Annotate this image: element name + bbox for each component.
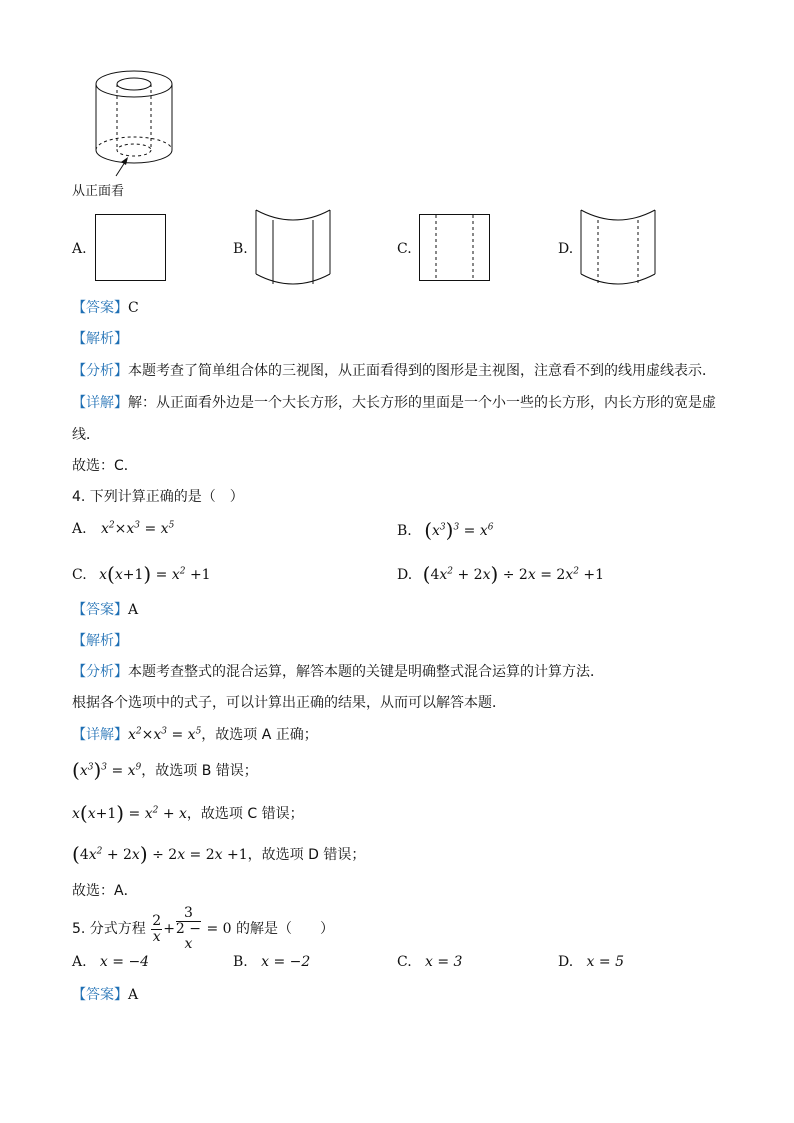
view-direction-caption: 从正面看: [72, 184, 125, 199]
q5-option-c: C. x = 3: [397, 954, 463, 970]
answer-tag: 【答案】: [72, 602, 128, 618]
q3-option-b-figure: [255, 208, 335, 288]
fraction-3-over-2-minus-x: 3 2 − x: [175, 905, 202, 952]
analysis-tag: 【分析】: [72, 363, 128, 379]
q4-option-c: C. $x(x+1) = x^2 +1$: [72, 562, 211, 586]
q3-detail: [72, 392, 716, 412]
detail-tag: 【详解】: [72, 727, 128, 743]
option-label: B.: [397, 523, 412, 539]
q3-detail-continued: 线．: [72, 427, 100, 443]
detail-text: 解：从正面看外边是一个大长方形，大长方形的里面是一个小一些的长方形，内长方形的宽是虚: [128, 395, 716, 411]
q3-option-c-label: C.: [397, 241, 412, 257]
answer-value: C: [128, 300, 139, 316]
q3-option-c-figure: [419, 214, 491, 282]
q4-answer: [72, 599, 138, 619]
q4-analysis: [72, 661, 604, 681]
q3-option-a-figure: [95, 214, 167, 282]
q4-conclusion: 故选：A．: [72, 883, 138, 899]
answer-value: A: [128, 602, 139, 618]
q4-detail-b: $(x^3)^3 = x^9$，故选项 B 错误；: [72, 758, 258, 782]
detail-tag: 【详解】: [72, 395, 128, 411]
q5-option-d: D. x = 5: [558, 954, 624, 970]
analysis-text: 本题考查了简单组合体的三视图，从正面看得到的图形是主视图，注意看不到的线用虚线表示．: [128, 363, 716, 379]
q4-option-a: A. $x^2\times x^3 = x^5$: [72, 520, 175, 537]
q3-analysis: [72, 360, 716, 380]
q5-answer: [72, 984, 138, 1004]
q4-analysis-2: 根据各个选项中的式子，可以计算出正确的结果，从而可以解答本题．: [72, 695, 506, 711]
q3-option-d-figure: [580, 208, 660, 288]
q3-option-a-label: A.: [72, 241, 87, 257]
q4-analysis-heading: 【解析】: [72, 633, 128, 649]
q3-answer: [72, 297, 139, 317]
q5-option-b: B. x = −2: [233, 954, 311, 970]
answer-tag: 【答案】: [72, 300, 128, 316]
q3-option-d-label: D.: [558, 241, 574, 257]
fraction-2-over-x: $\frac{2}{x}$: [152, 912, 162, 945]
q5-option-a: A. x = −4: [72, 954, 150, 970]
option-label: C.: [72, 567, 87, 583]
hollow-cylinder-figure: [90, 68, 180, 168]
option-label: D.: [397, 567, 413, 583]
option-label: A.: [72, 521, 87, 537]
q4-option-d: D. $(4x^2 + 2x) \div 2x = 2x^2 +1$: [397, 562, 605, 586]
analysis-tag: 【分析】: [72, 664, 128, 680]
q4-detail-d: $(4x^2 + 2x) \div 2x = 2x +1$，故选项 D 错误；: [72, 842, 366, 866]
q3-conclusion: 故选：C．: [72, 458, 138, 474]
q4-detail-c: $x(x+1) = x^2 + x$，故选项 C 错误；: [72, 801, 304, 825]
answer-value: A: [128, 987, 139, 1003]
q4-stem: 4. 下列计算正确的是（ ）: [72, 489, 244, 505]
q3-option-b-label: B.: [233, 241, 248, 257]
q3-analysis-heading: 【解析】: [72, 331, 128, 347]
answer-tag: 【答案】: [72, 987, 128, 1003]
q4-option-b: B. $(x^3)^3 = x^6$: [397, 518, 494, 542]
q5-stem: 5. 分式方程 $\frac{2}{x}$ + 3 2 − x = 0 的解是（ ）: [72, 905, 335, 952]
analysis-text: 本题考查整式的混合运算，解答本题的关键是明确整式混合运算的计算方法．: [128, 664, 604, 680]
q4-detail-a: 【详解】$x^2\times x^3 = x^5$，故选项 A 正确；: [72, 726, 318, 743]
